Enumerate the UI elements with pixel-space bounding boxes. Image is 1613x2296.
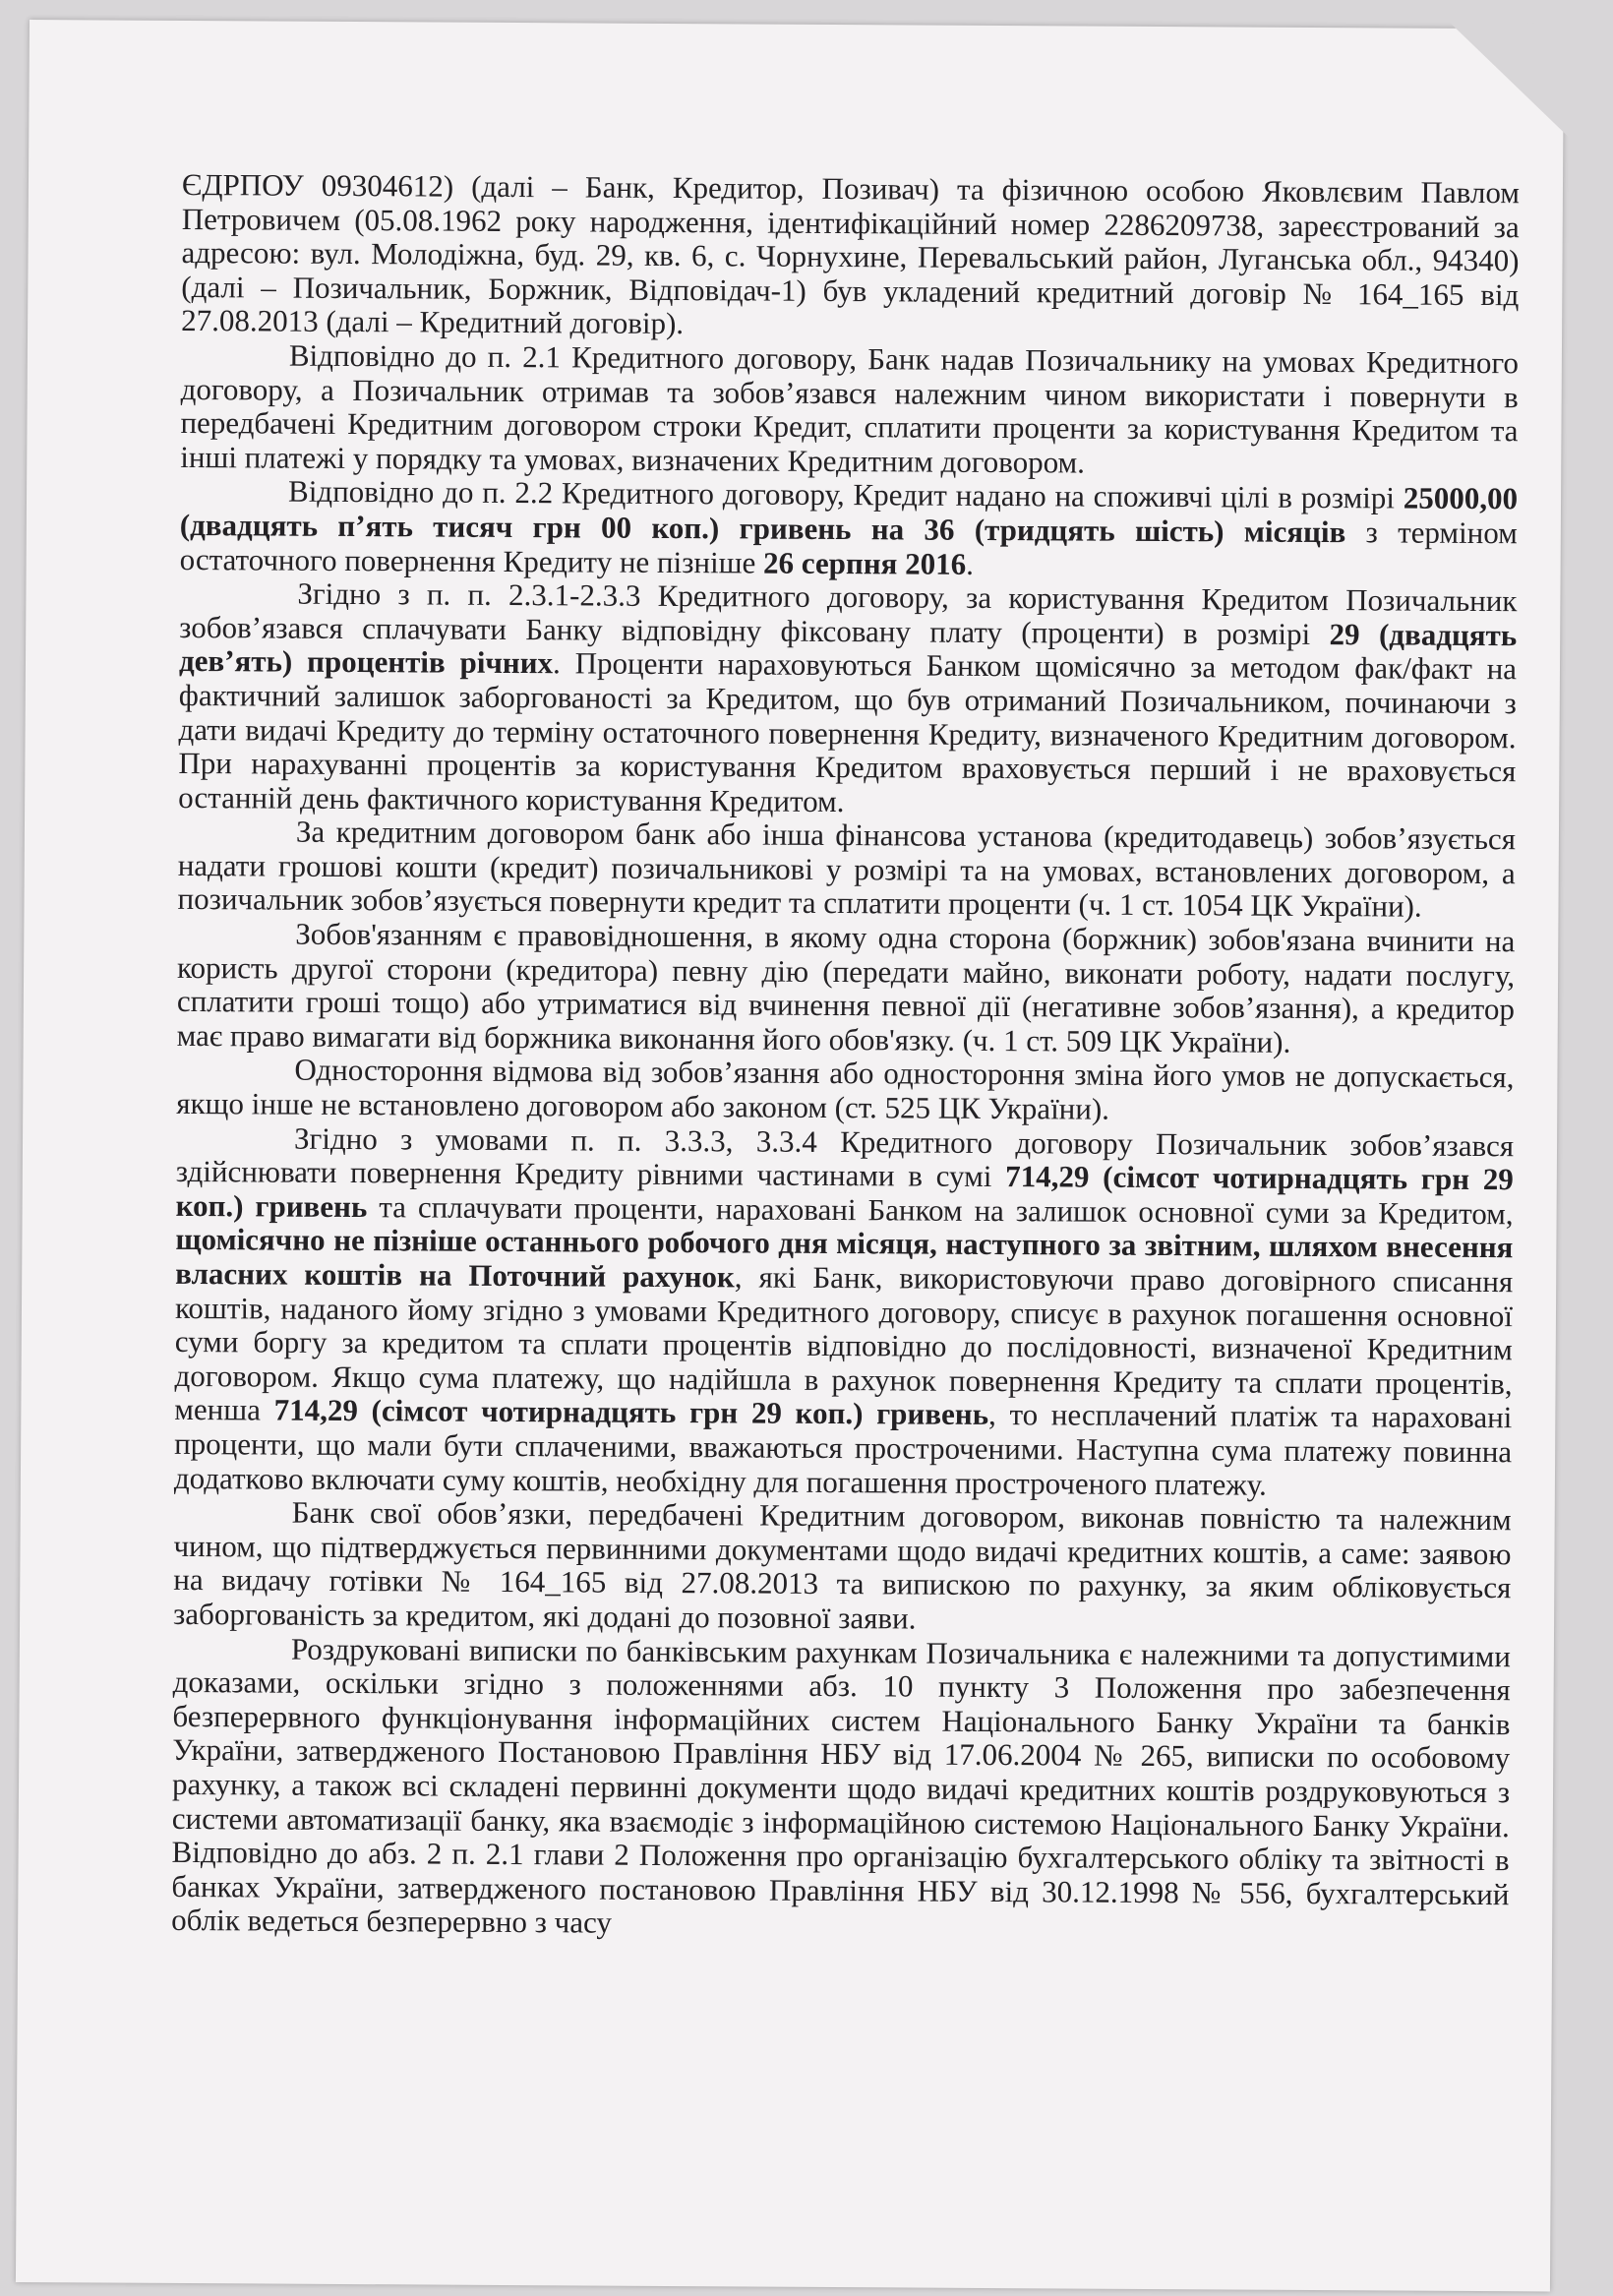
text-segment: Відповідно до п. 2.2 Кредитного договору, Кредит надано на споживчі цілі в розмірі <box>287 473 1404 515</box>
paragraph <box>177 815 1516 925</box>
text-segment: , які Банк, використовуючи право договірного списання коштів, наданого йому згідно з умовами Кредитного договору, списує в рахунок погашення основної суми боргу за кредитом та сплати процентів відповідно до послідовності, визначеної Кредитним договором. Якщо сума платежу, що надійшла в рахунок повернення Кредиту та сплати процентів, менша <box>174 1259 1514 1427</box>
bold-text: 29 (двадцять дев’ять) процентів річних <box>178 616 1518 681</box>
page-corner-fold <box>1396 22 1574 141</box>
paragraph <box>178 576 1517 822</box>
text-segment: Згідно з п. п. 2.3.1-2.3.3 Кредитного договору, за користування Кредитом Позичальник зобов’язався сплачувати Банку відповідну фіксовану плату (проценти) в розмірі <box>179 575 1518 651</box>
bold-text: 26 серпня 2016 <box>762 545 967 581</box>
bold-text: 25000,00 (двадцять п’ять тисяч грн 00 коп.) гривень на 36 (тридцять шість) місяців <box>179 480 1519 550</box>
text-segment: Відповідно до п. 2.1 Кредитного договору, Банк надав Позичальнику на умовах Кредитного договору, а Позичальник отримав та зобов’язався належним чином використати і повернути в передбачені Кредитним договором строки Кредит, сплатити проценти за користування Кредитом та інші платежі у порядку та умовах, визначених Кредитним договором. <box>180 337 1520 480</box>
paragraph <box>173 1495 1512 1640</box>
paragraph <box>180 474 1519 584</box>
document-body <box>171 168 1520 1946</box>
text-segment: з терміном остаточного повернення Кредиту не пізніше <box>179 514 1518 580</box>
paragraph <box>171 1631 1511 1946</box>
paragraph <box>177 917 1516 1061</box>
bold-text: 714,29 (сімсот чотирнадцять грн 29 коп.) гривень <box>175 1159 1514 1224</box>
paragraph <box>176 1053 1514 1128</box>
text-segment: . <box>966 546 975 581</box>
paragraph <box>181 168 1520 346</box>
text-segment: та сплачувати проценти, нараховані Банком на залишок основної суми за Кредитом, <box>367 1188 1514 1232</box>
text-segment: За кредитним договором банк або інша фінансова установа (кредитодавець) зобов’язується надати грошові кошти (кредит) позичальникові у розмірі та на умовах, встановлених договором, а позичальник зобов’язується повернути кредит та сплатити проценти (ч. 1 ст. 1054 ЦК України). <box>177 814 1517 925</box>
text-segment: . Проценти нараховуються Банком щомісячно за методом фак/факт на фактичний залишок заборгованості за Кредитом, що був отриманий Позичальником, починаючи з дати видачі Кредиту до терміну остаточного повернення Кредиту, визначеного Кредитним договором. При нарахуванні процентів за користування Кредитом враховується перший і не враховується останній день фактичного користування Кредитом. <box>178 645 1518 818</box>
text-segment: Зобов'язанням є правовідношення, в якому одна сторона (боржник) зобов'язана вчинити на користь другої сторони (кредитора) певну дію (передати майно, виконати роботу, надати послугу, сплатити гроші тощо) або утриматися від вчинення певної дії (негативне зобов’язання), а кредитор має право вимагати від боржника виконання його обов'язку. (ч. 1 ст. 509 ЦК України). <box>176 916 1516 1059</box>
text-segment: , то несплачений платіж та нараховані проценти, що мали бути сплаченими, вважаються простроченими. Наступна сума платежу повинна додатково включати суму коштів, необхідну для погашення простроченого платежу. <box>173 1397 1513 1502</box>
text-segment: Роздруковані виписки по банківським рахункам Позичальника є належними та допустимими доказами, оскільки згідно з положеннями абз. 10 пункту 3 Положення про забезпечення безперервного функціонування інформаційних систем Національного Банку України та банків України, затвердженого Постановою Правління НБУ від 17.06.2004 № 265, виписки по особовому рахунку, а також всі складені первинні документи щодо видачі кредитних коштів роздруковуються з системи автоматизації банку, яка взаємодіє з інформаційною системою Національного Банку України. Відповідно до абз. 2 п. 2.1 глави 2 Положення про організацію бухгалтерського обліку та звітності в банках України, затвердженого постановою Правління НБУ від 30.12.1998 № 556, бухгалтерський облік ведеться безперервно з часу <box>171 1631 1511 1940</box>
bold-text: щомісячно не пізніше останнього робочого дня місяця, наступного за звітним, шляхом внесення власних коштів на Поточний рахунок <box>175 1222 1514 1295</box>
text-segment: Одностороння відмова від зобов’язання або одностороння зміна його умов не допускається, якщо інше не встановлено договором або законом (ст. 525 ЦК України). <box>176 1053 1515 1126</box>
text-segment: ЄДРПОУ 09304612) (далі – Банк, Кредитор, Позивач) та фізичною особою Яковлєвим Павлом Петровичем (05.08.1962 року народження, ідентифікаційний номер 2286209738, зареєстрований за адресою: вул. Молодіжна, буд. 29, кв. 6, с. Чорнухине, Перевальський район, Луганська обл., 94340) (далі – Позичальник, Боржник, Відповідач-1) був укладений кредитний договір № 164_165 від 27.08.2013 (далі – Кредитний договір). <box>181 166 1521 341</box>
text-segment: Банк свої обов’язки, передбачені Кредитним договором, виконав повністю та належним чином, що підтверджується первинними документами щодо видачі кредитних коштів, а саме: заявою на видачу готівки № 164_165 від 27.08.2013 та випискою по рахунку, за яким обліковується заборгованість за кредитом, які додані до позовної заяви. <box>172 1494 1512 1636</box>
document-page <box>16 20 1564 2291</box>
text-segment: Згідно з умовами п. п. 3.3.3, 3.3.4 Кредитного договору Позичальник зобов’язався здійснювати повернення Кредиту рівними частинами в сумі <box>175 1120 1515 1194</box>
paragraph <box>174 1121 1514 1504</box>
bold-text: 714,29 (сімсот чотирнадцять грн 29 коп.) гривень <box>273 1392 989 1432</box>
paragraph <box>180 338 1519 483</box>
